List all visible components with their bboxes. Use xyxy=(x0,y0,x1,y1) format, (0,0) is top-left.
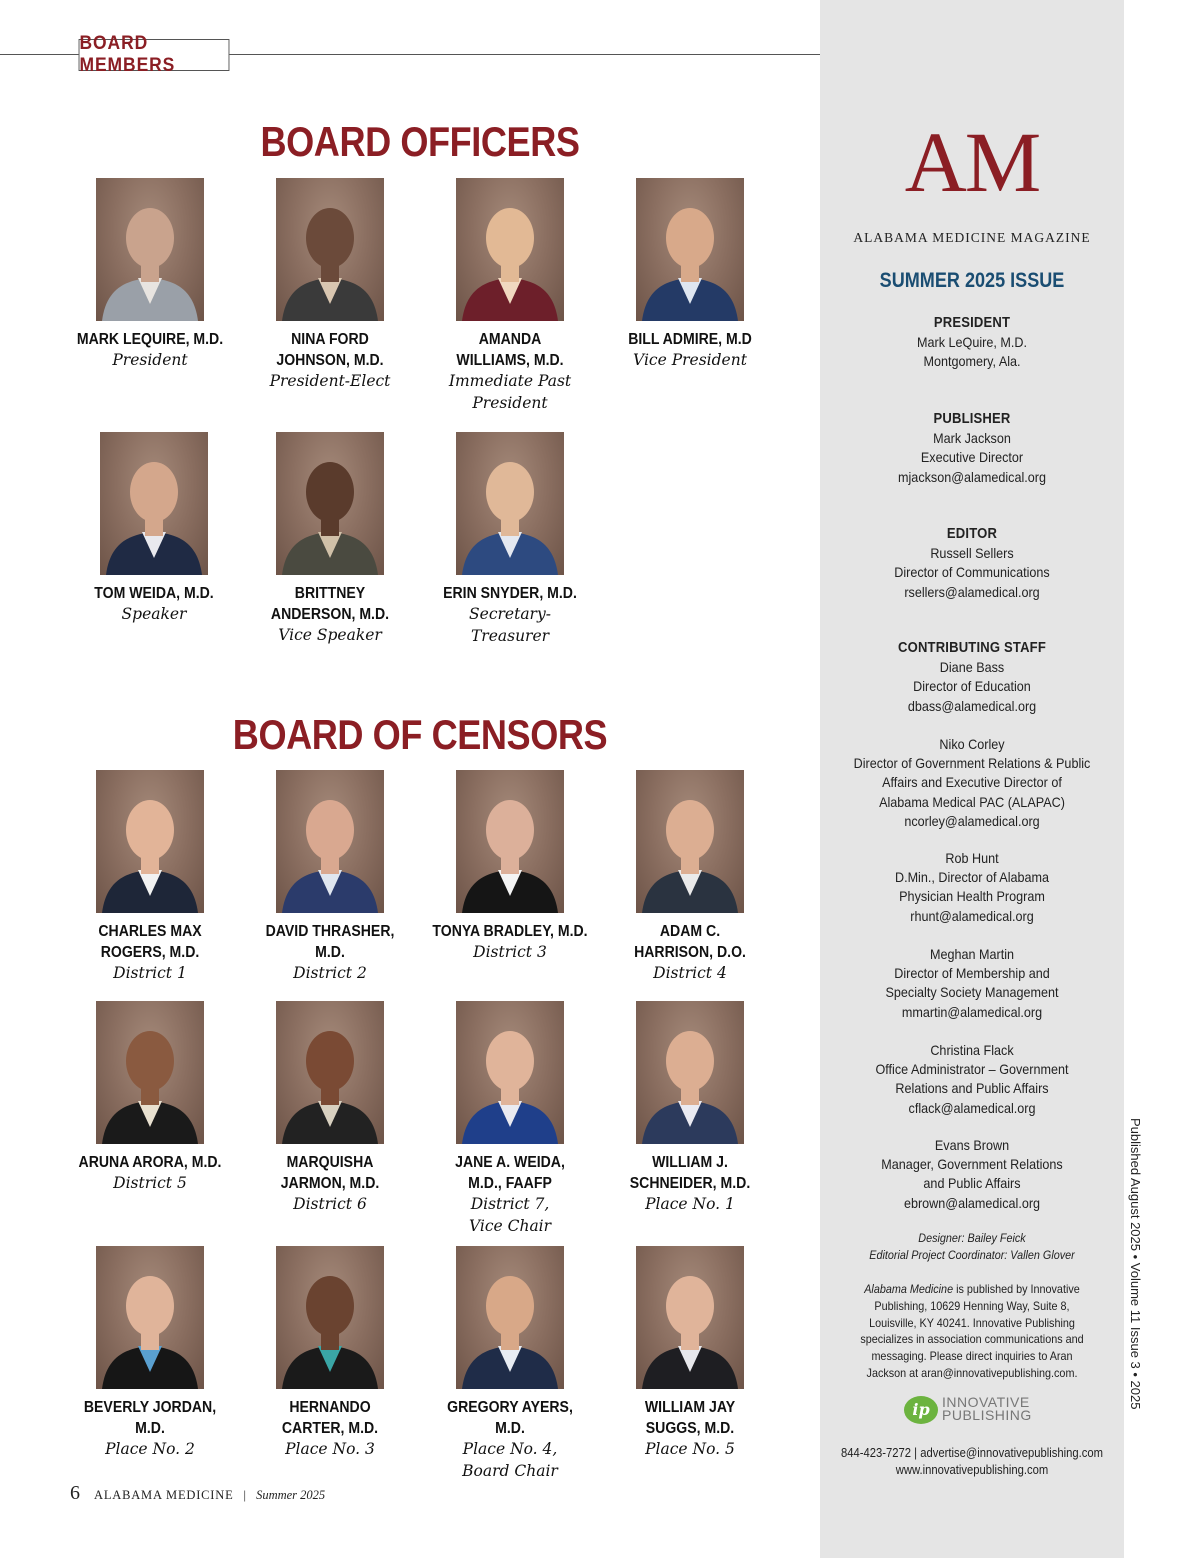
censor-title: Place No. 5 xyxy=(645,1440,735,1458)
president-heading: PRESIDENT xyxy=(933,315,1011,331)
publication-date-text: Published August 2025 • Volume 11 Issue 3 • 2025 xyxy=(1128,1118,1143,1410)
censor-name: MARQUISHA JARMON, M.D. xyxy=(280,1154,380,1192)
ip-logo-wordmark xyxy=(942,1396,1032,1422)
publisher-info xyxy=(857,1281,1087,1382)
ip-logo-line1: INNOVATIVE xyxy=(942,1394,1030,1410)
headshot-photo xyxy=(96,178,204,321)
officer-name: AMANDA WILLIAMS, M.D. xyxy=(456,331,564,369)
magazine-name: ALABAMA MEDICINE MAGAZINE xyxy=(853,230,1091,245)
staff-entry-text: Christina Flack Office Administrator – Government Relations and Public Affairs cflack@alamedical.org xyxy=(875,1042,1069,1116)
publication-date-note xyxy=(1126,1118,1150,1410)
headshot-photo xyxy=(96,1246,204,1389)
publisher-info-text: is published by Innovative Publishing, 10629 Henning Way, Suite 8, Louisville, KY 40241. Innovative Publishing specializes in association communications and messaging. Please direct inquiries to Aran Jackson at aran@innovativepublishing.com. xyxy=(860,1282,1084,1380)
ip-logo-line2: PUBLISHING xyxy=(942,1407,1032,1423)
censor-card xyxy=(60,1246,240,1461)
president-details: Mark LeQuire, M.D. Montgomery, Ala. xyxy=(917,334,1027,370)
censor-title: District 6 xyxy=(293,1195,367,1213)
officer-name: BRITTNEY ANDERSON, M.D. xyxy=(270,585,390,623)
censor-title: District 5 xyxy=(113,1174,187,1192)
censor-name: DAVID THRASHER, M.D. xyxy=(265,923,395,961)
officer-card xyxy=(420,432,600,647)
publisher-heading: PUBLISHER xyxy=(933,411,1011,427)
headshot-photo xyxy=(276,770,384,913)
officer-title: Secretary- Treasurer xyxy=(469,605,551,645)
censor-title: District 1 xyxy=(113,964,187,982)
publisher-block xyxy=(848,410,1096,487)
headshot-photo xyxy=(456,1001,564,1144)
contact-line: 844-423-7272 | advertise@innovativepublishing.com xyxy=(840,1446,1104,1460)
headshot-photo xyxy=(636,178,744,321)
officer-card xyxy=(420,178,600,414)
board-officers-heading: BOARD OFFICERS xyxy=(260,118,580,165)
headshot-photo xyxy=(96,770,204,913)
officer-title: Speaker xyxy=(121,605,187,623)
officer-card xyxy=(64,432,244,626)
headshot-photo xyxy=(96,1001,204,1144)
footer-magazine: ALABAMA MEDICINE xyxy=(94,1488,234,1502)
officer-title: Immediate Past President xyxy=(448,372,572,412)
officer-name: TOM WEIDA, M.D. xyxy=(94,585,214,602)
censor-title: Place No. 1 xyxy=(645,1195,735,1213)
page-footer xyxy=(70,1482,325,1505)
publisher-details: Mark Jackson Executive Director mjackson@alamedical.org xyxy=(898,430,1046,485)
publisher-info-magazine: Alabama Medicine xyxy=(864,1282,954,1296)
censor-name: HERNANDO CARTER, M.D. xyxy=(281,1399,379,1437)
censor-card xyxy=(240,1246,420,1461)
censor-card xyxy=(420,1001,600,1237)
officer-card xyxy=(60,178,240,372)
officer-title: President-Elect xyxy=(269,372,391,390)
page-number: 6 xyxy=(70,1482,80,1504)
staff-entry-text: Niko Corley Director of Government Relations & Public Affairs and Executive Director of Alabama Medical PAC (ALAPAC) ncorley@alamedical.org xyxy=(853,736,1091,829)
headshot-photo xyxy=(636,1246,744,1389)
officer-card xyxy=(240,432,420,647)
censor-name: JANE A. WEIDA, M.D., FAAFP xyxy=(455,1154,565,1192)
censor-title: Place No. 3 xyxy=(285,1440,375,1458)
staff-entry xyxy=(848,1041,1096,1118)
designer-credit: Designer: Bailey Feick xyxy=(918,1231,1026,1245)
censor-name: ARUNA ARORA, M.D. xyxy=(78,1154,222,1171)
staff-entry xyxy=(848,849,1096,926)
headshot-photo xyxy=(636,770,744,913)
contributing-staff-heading: CONTRIBUTING STAFF xyxy=(898,640,1046,656)
officer-name: BILL ADMIRE, M.D xyxy=(628,331,752,348)
am-logo: AM xyxy=(904,114,1040,210)
officer-card xyxy=(240,178,420,393)
officer-title: Vice Speaker xyxy=(278,626,382,644)
headshot-photo xyxy=(456,770,564,913)
officer-card xyxy=(600,178,780,372)
censor-title: District 4 xyxy=(653,964,727,982)
censor-card xyxy=(420,770,600,964)
censor-title: Place No. 2 xyxy=(105,1440,195,1458)
footer-separator: | xyxy=(243,1488,247,1502)
editor-heading: EDITOR xyxy=(946,526,998,542)
officer-name: ERIN SNYDER, M.D. xyxy=(443,585,577,602)
censor-card xyxy=(420,1246,600,1482)
masthead-sidebar xyxy=(820,0,1124,1558)
officer-title: Vice President xyxy=(633,351,747,369)
headshot-photo xyxy=(456,432,564,575)
censor-name: ADAM C. HARRISON, D.O. xyxy=(634,923,746,961)
headshot-photo xyxy=(276,1001,384,1144)
headshot-photo xyxy=(276,178,384,321)
censor-card xyxy=(60,1001,240,1195)
headshot-photo xyxy=(276,432,384,575)
staff-entry-text: Meghan Martin Director of Membership and Specialty Society Management mmartin@alamedical.org xyxy=(885,946,1059,1020)
censor-name: WILLIAM J. SCHNEIDER, M.D. xyxy=(629,1154,751,1192)
staff-entry-text: Rob Hunt D.Min., Director of Alabama Physician Health Program rhunt@alamedical.org xyxy=(894,850,1050,924)
president-block xyxy=(848,314,1096,372)
headshot-photo xyxy=(100,432,208,575)
censor-name: GREGORY AYERS, M.D. xyxy=(447,1399,573,1437)
issue-label: SUMMER 2025 ISSUE xyxy=(879,269,1065,292)
censor-name: TONYA BRADLEY, M.D. xyxy=(432,923,588,940)
censor-title: District 3 xyxy=(473,943,547,961)
censor-card xyxy=(600,1246,780,1461)
censor-name: CHARLES MAX ROGERS, M.D. xyxy=(98,923,202,961)
censor-name: WILLIAM JAY SUGGS, M.D. xyxy=(644,1399,736,1437)
staff-entry xyxy=(848,945,1096,1022)
censor-title: District 2 xyxy=(293,964,367,982)
coordinator-credit: Editorial Project Coordinator: Vallen Glover xyxy=(869,1248,1075,1262)
headshot-photo xyxy=(456,1246,564,1389)
censor-card xyxy=(600,770,780,985)
section-tag: BOARD MEMBERS xyxy=(79,39,230,71)
contributing-staff-block xyxy=(848,639,1096,716)
censor-card xyxy=(600,1001,780,1216)
staff-entry xyxy=(848,735,1096,831)
headshot-photo xyxy=(276,1246,384,1389)
contributing-staff-details: Diane Bass Director of Education dbass@alamedical.org xyxy=(907,659,1037,714)
editor-details: Russell Sellers Director of Communications rsellers@alamedical.org xyxy=(894,545,1050,600)
censor-name: BEVERLY JORDAN, M.D. xyxy=(83,1399,217,1437)
censor-card xyxy=(60,770,240,985)
staff-entry xyxy=(848,1136,1096,1213)
officer-name: NINA FORD JOHNSON, M.D. xyxy=(276,331,384,369)
editor-block xyxy=(848,525,1096,602)
officer-title: President xyxy=(112,351,188,369)
ip-logo-icon: ip xyxy=(904,1396,938,1424)
officer-name: MARK LEQUIRE, M.D. xyxy=(76,331,224,348)
censor-card xyxy=(240,770,420,985)
headshot-photo xyxy=(636,1001,744,1144)
censor-card xyxy=(240,1001,420,1216)
headshot-photo xyxy=(456,178,564,321)
footer-issue: Summer 2025 xyxy=(256,1488,326,1502)
censor-title: Place No. 4, Board Chair xyxy=(462,1440,558,1480)
staff-entry-text: Evans Brown Manager, Government Relations and Public Affairs ebrown@alamedical.org xyxy=(881,1137,1063,1211)
board-of-censors-heading: BOARD OF CENSORS xyxy=(232,711,608,758)
website-line: www.innovativepublishing.com xyxy=(895,1463,1049,1477)
censor-title: District 7, Vice Chair xyxy=(468,1195,552,1235)
innovative-publishing-logo xyxy=(904,1396,1054,1428)
